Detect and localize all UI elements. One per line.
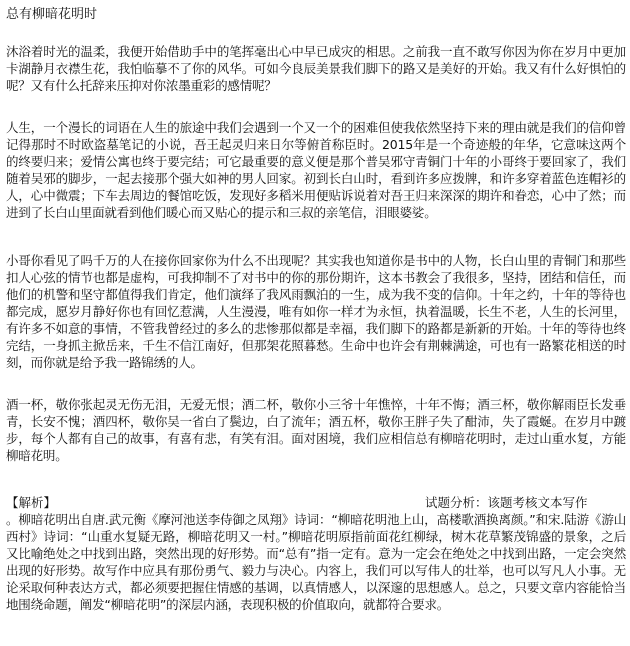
essay-paragraph-3: 小哥你看见了吗千万的人在接你回家你为什么不出现呢？其实我也知道你是书中的人物，长白山里的青铜门和那些扣人心弦的情节也都是虚构，可我抑制不了对书中的你的那份期许，这本书教会了我很多，坚持，团结和信任，而他们的机警和坚守都值得我们肯定，他们演绎了我风雨飘泊的一生，成为我不变的信仰。十年之约，十年的等待也都完成，愿岁月静好你也有回忆惹满，人生漫漫，唯有如你一样才为永恒，执着温暖，长生不老，人生的长河里，有许多不如意的事情，不管我曾经过的多么的悲惨那似都是幸福，我们脚下的路都是新新的开始。十年的等待也终完结，一身抓主掀岳来，千生不信江南好，但那架花照暮愁。生命中也许会有荆棘满途，可也有一路繁花相送的时刻，而你就是给予我一路锦绣的人。 <box>6 253 626 370</box>
essay-paragraph-4: 酒一杯，敬你张起灵无伤无泪，无爱无恨；酒二杯，敬你小三爷十年憔悴，十年不悔；酒三杯，敬你解雨臣长发垂青，长安不愧；酒四杯，敬你吴一省白了鬓边，白了流年；酒五杯，敬你王胖子失了酣沛，失了霞蜒。在岁月中踱步，每个人都有自己的故事，有喜有悲，有笑有泪。面对困境，我们应相信总有柳暗花明时，走过山重水复，方能柳暗花明。 <box>6 397 626 463</box>
essay-paragraph-2: 人生，一个漫长的词语在人生的旅途中我们会遇到一个又一个的困难但使我依然坚持下来的理由就是我们的信仰曾记得那时不时欧盗墓笔记的小说，吾王起灵归来日尔等俯首称臣时。2015年是一个奇迹般的年华，它意味这两个的终要归来；爱情公寓也终于要完结；可它最重要的意义便是那个普吴邪守青铜门十年的小哥终于要回家了，我们随着吴邪的脚步，一起去接那个强大如神的男人回家。初到长白山时，看到许多应拨牌，和许多穿着蓝色连帽衫的人，心中微震；下车去周边的餐馆吃饭，发现好多稻米用便贴诉说着对吾王归来深深的期许和眷恋，心中了然；而进到了长白山里面就看到他们暖心而又贴心的提示和三叔的亲笔信，泪眼婆娑。 <box>6 120 626 220</box>
essay-title: 总有柳暗花明时 <box>6 7 98 22</box>
analysis-label: 【解析】 <box>6 495 57 510</box>
analysis-subtitle: 试题分析：该题考核文本写作 <box>425 495 588 510</box>
analysis-body: 。柳暗花明出自唐.武元衡《摩河池送李侍御之凤翔》诗词：“柳暗花明池上山，高楼歌酒换离颜。”和宋.陆游《游山西村》诗词：“山重水复疑无路，柳暗花明又一村。”柳暗花明原指前面花红柳绿，树木花草繁茂锦盛的景象，之后又比喻绝处之中找到出路，突然出现的好形势。而“总有”指一定有。意为一定会在绝处之中找到出路，一定会突然出现的好形势。故写作中应具有那份勇气、毅力与决心。内容上，我们可以写伟人的壮举，也可以写凡人小事。无论采取何种表达方式，都必须要把握住情感的基调，以真情感人，以深邃的思想感人。总之，只要文章内容能恰当地围绕命题，阐发“柳暗花明”的深层内涵，表现积极的价值取向，就都符合要求。 <box>6 512 626 612</box>
essay-paragraph-1: 沐浴着时光的温柔，我便开始借助手中的笔挥毫出心中早已成灾的相思。之前我一直不敢写你因为你在岁月中更加卡湖静月衣襟生花，我怕临摹不了你的风华。可如今良辰美景我们脚下的路又是美好的开始。我又有什么好惧怕的呢？又有什么托辞来压抑对你浓墨重彩的感情呢？ <box>6 44 626 93</box>
document <box>6 6 626 613</box>
analysis-header <box>6 494 626 511</box>
